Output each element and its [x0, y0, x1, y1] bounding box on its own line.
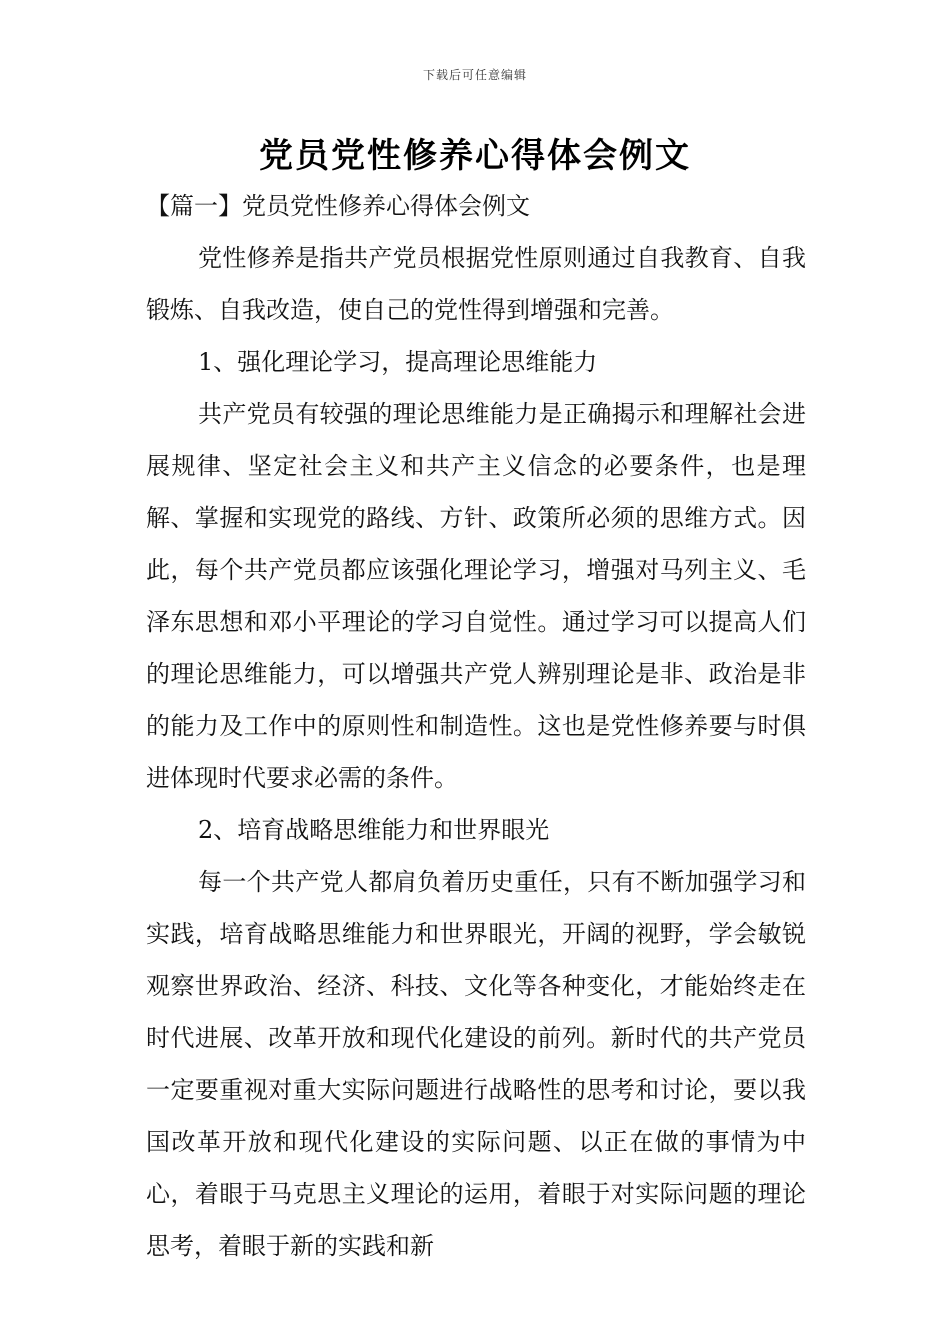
- page-title: 党员党性修养心得体会例文: [259, 136, 691, 176]
- section-label: 【篇一】党员党性修养心得体会例文: [146, 192, 530, 220]
- header-note: 下载后可任意编辑: [422, 68, 527, 82]
- paragraph-strategic-thinking: 每一个共产党人都肩负着历史重任，只有不断加强学习和实践，培育战略思维能力和世界眼光，开阔的视野，学会敏锐观察世界政治、经济、科技、文化等各种变化，才能始终走在时代进展、改革开放和现代化建设的前列。新时代的共产党员一定要重视对重大实际问题进行战略性的思考和讨论，要以我国改革开放和现代化建设的实际问题、以正在做的事情为中心，着眼于马克思主义理论的运用，着眼于对实际问题的理论思考，着眼于新的实践和新: [146, 868, 806, 1260]
- paragraph-theory-study: 共产党员有较强的理论思维能力是正确揭示和理解社会进展规律、坚定社会主义和共产主义信念的必要条件，也是理解、掌握和实现党的路线、方针、政策所必须的思维方式。因此，每个共产党员都应该强化理论学习，增强对马列主义、毛泽东思想和邓小平理论的学习自觉性。通过学习可以提高人们的理论思维能力，可以增强共产党人辨别理论是非、政治是非的能力及工作中的原则性和制造性。这也是党性修养要与时俱进体现时代要求必需的条件。: [146, 400, 806, 792]
- document-body: [146, 180, 806, 1272]
- subheading-strategic-thinking: 2、培育战略思维能力和世界眼光: [198, 816, 550, 844]
- paragraph-intro: 党性修养是指共产党员根据党性原则通过自我教育、自我锻炼、自我改造，使自己的党性得到增强和完善。: [146, 244, 806, 324]
- subheading-theory-study: 1、强化理论学习，提高理论思维能力: [198, 348, 598, 376]
